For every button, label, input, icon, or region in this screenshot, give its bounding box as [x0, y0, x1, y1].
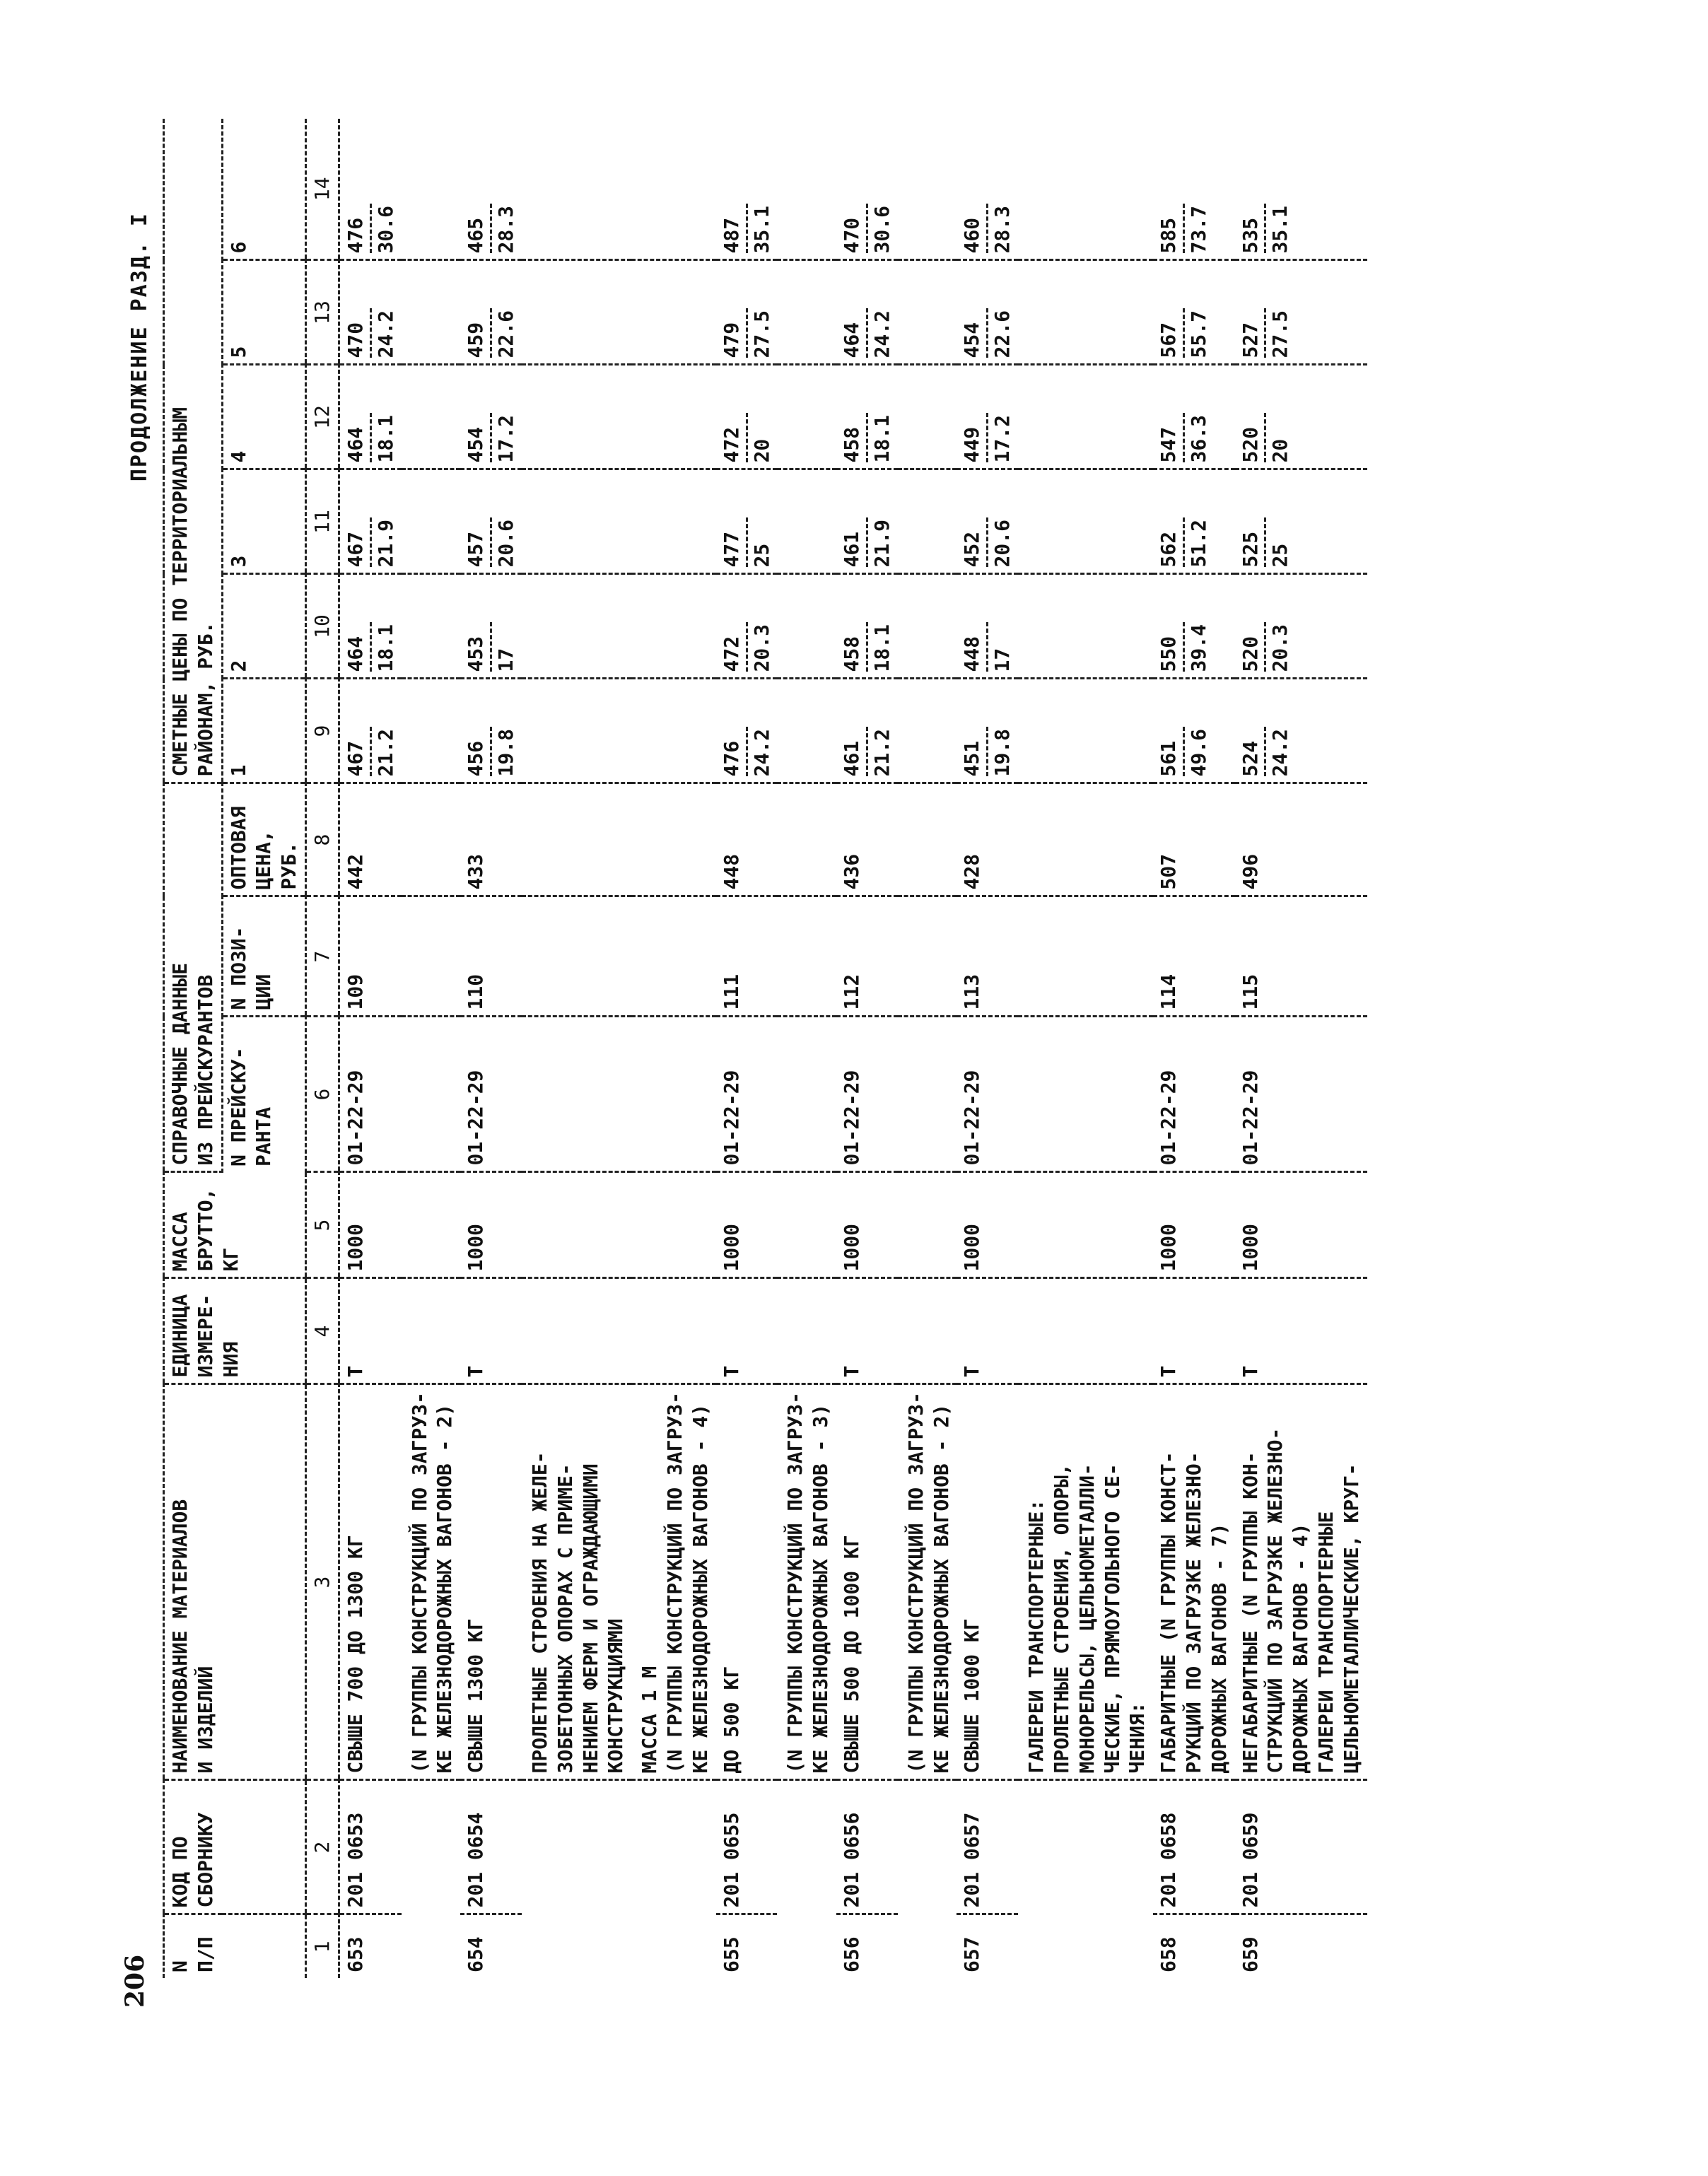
region-price-1 [957, 679, 1018, 783]
col-unit-header: ЕДИНИЦА ИЗМЕРЕ- НИЯ [164, 1278, 306, 1384]
wholesale-price: 448 [716, 783, 778, 896]
price-fraction [839, 623, 895, 672]
transport-cost: 19.8 [990, 729, 1014, 777]
column-number: 14 [306, 119, 339, 260]
transport-cost: 27.5 [1268, 310, 1292, 358]
estimate-price: 458 [839, 414, 868, 463]
estimate-price: 547 [1156, 414, 1185, 463]
estimate-price: 520 [1238, 414, 1267, 463]
region-price-5 [957, 260, 1018, 365]
transport-cost: 21.2 [373, 729, 397, 777]
transport-cost: 24.2 [373, 310, 397, 358]
unit-of-measure: Т [339, 1278, 401, 1384]
region-price-2 [716, 574, 778, 679]
table-row [716, 119, 778, 1978]
col-code-header: КОД ПО СБОРНИКУ [164, 1780, 306, 1914]
catalog-code: 201 0655 [716, 1780, 778, 1914]
material-name: СВЫШЕ 500 ДО 1000 КГ [836, 1384, 898, 1780]
catalog-code: 201 0659 [1235, 1780, 1367, 1914]
section-continuation-header: ПРОДОЛЖЕНИЕ РАЗД. I [127, 212, 152, 482]
catalog-code: 201 0653 [339, 1780, 401, 1914]
price-fraction [463, 518, 519, 568]
unit-of-measure: Т [716, 1278, 778, 1384]
transport-cost: 25 [1268, 543, 1292, 568]
price-fraction [719, 309, 775, 358]
price-fraction [719, 727, 775, 777]
transport-cost: 18.1 [373, 624, 397, 672]
unit-of-measure: Т [460, 1278, 522, 1384]
region-price-1 [339, 679, 401, 783]
price-fraction [839, 518, 895, 568]
region-price-4 [957, 365, 1018, 469]
col-position-header: N ПОЗИ- ЦИИ [222, 896, 305, 1017]
region-price-1 [716, 679, 778, 783]
estimate-price: 470 [839, 204, 868, 254]
region-price-1 [1153, 679, 1234, 783]
price-fraction [463, 623, 519, 672]
catalog-code: 201 0658 [1153, 1780, 1234, 1914]
estimate-price: 454 [463, 414, 492, 463]
col-region-3-header: 3 [222, 469, 305, 574]
group-note-row [777, 119, 836, 1978]
estimate-price: 479 [719, 309, 748, 358]
material-name: НЕГАБАРИТНЫЕ (N ГРУППЫ КОН- СТРУКЦИЙ ПО ЗАГРУЗКЕ ЖЕЛЕЗНО- ДОРОЖНЫХ ВАГОНОВ - 4) ГАЛЕРЕИ ТРАНСПОРТЕРНЫЕ ЦЕЛЬНОМЕТАЛЛИЧЕСКИЕ, КРУГ- [1235, 1384, 1367, 1780]
material-name: ДО 500 КГ [716, 1384, 778, 1780]
transport-cost: 51.2 [1186, 520, 1210, 568]
position-number: 115 [1235, 896, 1367, 1017]
col-reference-group-header: СПРАВОЧНЫЕ ДАННЫЕ ИЗ ПРЕЙСКУРАНТОВ [164, 783, 223, 1172]
group-note-row [898, 119, 957, 1978]
estimate-price: 464 [343, 623, 372, 672]
estimate-price: 459 [463, 309, 492, 358]
row-number: 654 [464, 1936, 488, 1972]
price-fraction [1238, 727, 1294, 777]
transport-cost: 21.9 [373, 520, 397, 568]
transport-cost: 36.3 [1186, 415, 1210, 463]
region-price-5 [716, 260, 778, 365]
column-number: 1 [306, 1914, 339, 1978]
region-price-2 [339, 574, 401, 679]
region-price-4 [339, 365, 401, 469]
estimate-price: 561 [1156, 727, 1185, 777]
transport-cost: 35.1 [749, 206, 773, 254]
transport-cost: 21.9 [870, 520, 894, 568]
transport-cost: 25 [749, 543, 773, 568]
estimate-price: 467 [343, 727, 372, 777]
col-region-4-header: 4 [222, 365, 305, 469]
transport-cost: 17.2 [494, 415, 518, 463]
col-region-5-header: 5 [222, 260, 305, 365]
group-note: (N ГРУППЫ КОНСТРУКЦИЙ ПО ЗАГРУЗ- КЕ ЖЕЛЕЗНОДОРОЖНЫХ ВАГОНОВ - 2) [402, 1384, 461, 1780]
estimate-price: 525 [1238, 518, 1267, 568]
gross-mass: 1000 [1153, 1172, 1234, 1278]
col-mass-header: МАССА БРУТТО, КГ [164, 1172, 306, 1278]
region-price-1 [836, 679, 898, 783]
row-number: 656 [840, 1936, 864, 1972]
region-price-3 [1235, 469, 1367, 574]
estimate-price: 467 [343, 518, 372, 568]
price-fraction [1156, 727, 1212, 777]
estimate-price: 487 [719, 204, 748, 254]
price-fraction [343, 727, 399, 777]
estimate-price: 477 [719, 518, 748, 568]
price-fraction [719, 414, 775, 463]
estimate-price: 527 [1238, 309, 1267, 358]
transport-cost: 49.6 [1186, 729, 1210, 777]
gross-mass: 1000 [836, 1172, 898, 1278]
transport-cost: 24.2 [1268, 729, 1292, 777]
region-price-4 [1235, 365, 1367, 469]
estimate-price: 585 [1156, 204, 1185, 254]
column-number: 10 [306, 574, 339, 679]
price-fraction [1238, 518, 1294, 568]
position-number: 114 [1153, 896, 1234, 1017]
position-number: 111 [716, 896, 778, 1017]
pricelist-number: 01-22-29 [1153, 1017, 1234, 1172]
transport-cost: 24.2 [749, 729, 773, 777]
price-fraction [1156, 518, 1212, 568]
page-number: 206 [120, 1954, 150, 2008]
transport-cost: 17 [990, 648, 1014, 672]
price-fraction [839, 204, 895, 254]
price-fraction [719, 623, 775, 672]
estimate-price: 451 [959, 727, 988, 777]
price-fraction [839, 727, 895, 777]
region-price-6 [1235, 119, 1367, 260]
region-price-3 [460, 469, 522, 574]
price-fraction [1156, 204, 1212, 254]
price-fraction [1238, 623, 1294, 672]
transport-cost: 21.2 [870, 729, 894, 777]
position-number: 112 [836, 896, 898, 1017]
gross-mass: 1000 [460, 1172, 522, 1278]
price-fraction [959, 623, 1015, 672]
price-fraction [1238, 309, 1294, 358]
region-price-4 [460, 365, 522, 469]
catalog-code: 201 0657 [957, 1780, 1018, 1914]
region-price-3 [836, 469, 898, 574]
position-number: 109 [339, 896, 401, 1017]
column-number: 5 [306, 1172, 339, 1278]
transport-cost: 30.6 [373, 206, 397, 254]
price-fraction [343, 414, 399, 463]
pricelist-number: 01-22-29 [1235, 1017, 1367, 1172]
column-number: 3 [306, 1384, 339, 1780]
wholesale-price: 433 [460, 783, 522, 896]
region-price-5 [1153, 260, 1234, 365]
price-fraction [839, 414, 895, 463]
region-price-6 [339, 119, 401, 260]
wholesale-price: 442 [339, 783, 401, 896]
transport-cost: 19.8 [494, 729, 518, 777]
estimate-price: 454 [959, 309, 988, 358]
pricelist-number: 01-22-29 [339, 1017, 401, 1172]
price-fraction [1156, 414, 1212, 463]
price-fraction [343, 518, 399, 568]
price-fraction [463, 414, 519, 463]
catalog-code: 201 0656 [836, 1780, 898, 1914]
table-row [957, 119, 1018, 1978]
estimate-price: 458 [839, 623, 868, 672]
estimate-price: 476 [343, 204, 372, 254]
row-number: 655 [719, 1936, 743, 1972]
position-number: 113 [957, 896, 1018, 1017]
price-fraction [343, 309, 399, 358]
gross-mass: 1000 [716, 1172, 778, 1278]
price-fraction [959, 414, 1015, 463]
transport-cost: 35.1 [1268, 206, 1292, 254]
region-price-1 [1235, 679, 1367, 783]
col-region-6-header: 6 [222, 119, 305, 260]
gross-mass: 1000 [1235, 1172, 1367, 1278]
region-price-6 [460, 119, 522, 260]
row-number: 659 [1238, 1936, 1262, 1972]
price-fraction [1156, 309, 1212, 358]
col-wholesale-header: ОПТОВАЯ ЦЕНА, РУБ. [222, 783, 305, 896]
transport-cost: 27.5 [749, 310, 773, 358]
column-number-row [306, 119, 339, 1978]
estimate-price: 567 [1156, 309, 1185, 358]
price-fraction [1238, 204, 1294, 254]
wholesale-price: 436 [836, 783, 898, 896]
estimate-price: 562 [1156, 518, 1185, 568]
table-row [1153, 119, 1234, 1978]
group-note-row [1018, 119, 1153, 1978]
table-row [339, 119, 401, 1978]
transport-cost: 18.1 [373, 415, 397, 463]
unit-of-measure: Т [957, 1278, 1018, 1384]
estimate-price: 524 [1238, 727, 1267, 777]
column-number: 8 [306, 783, 339, 896]
transport-cost: 17 [494, 648, 518, 672]
column-number: 4 [306, 1278, 339, 1384]
region-price-3 [1153, 469, 1234, 574]
material-name: СВЫШЕ 1000 КГ [957, 1384, 1018, 1780]
region-price-2 [1153, 574, 1234, 679]
estimate-price: 464 [343, 414, 372, 463]
estimate-price: 456 [463, 727, 492, 777]
estimate-price: 453 [463, 623, 492, 672]
estimate-price: 550 [1156, 623, 1185, 672]
column-number: 13 [306, 260, 339, 365]
region-price-1 [460, 679, 522, 783]
transport-cost: 20 [1268, 438, 1292, 463]
table-row [836, 119, 898, 1978]
estimate-price: 448 [959, 623, 988, 672]
col-pricelist-header: N ПРЕЙСКУ- РАНТА [222, 1017, 305, 1172]
col-name-header: НАИМЕНОВАНИЕ МАТЕРИАЛОВ И ИЗДЕЛИЙ [164, 1384, 306, 1780]
price-fraction [343, 204, 399, 254]
region-price-2 [1235, 574, 1367, 679]
catalog-code: 201 0654 [460, 1780, 522, 1914]
table-row [1235, 119, 1367, 1978]
region-price-3 [339, 469, 401, 574]
wholesale-price: 507 [1153, 783, 1234, 896]
transport-cost: 73.7 [1186, 206, 1210, 254]
transport-cost: 18.1 [870, 624, 894, 672]
col-region-2-header: 2 [222, 574, 305, 679]
transport-cost: 55.7 [1186, 310, 1210, 358]
position-number: 110 [460, 896, 522, 1017]
region-price-4 [1153, 365, 1234, 469]
price-fraction [959, 309, 1015, 358]
region-price-5 [339, 260, 401, 365]
price-fraction [343, 623, 399, 672]
table-body [339, 119, 1367, 1978]
column-number: 11 [306, 469, 339, 574]
region-price-5 [460, 260, 522, 365]
transport-cost: 39.4 [1186, 624, 1210, 672]
unit-of-measure: Т [1235, 1278, 1367, 1384]
region-price-5 [1235, 260, 1367, 365]
price-table [163, 119, 1367, 1978]
price-fraction [463, 204, 519, 254]
region-price-2 [957, 574, 1018, 679]
transport-cost: 17.2 [990, 415, 1014, 463]
column-number: 2 [306, 1780, 339, 1914]
price-fraction [463, 309, 519, 358]
price-fraction [839, 309, 895, 358]
region-price-6 [957, 119, 1018, 260]
transport-cost: 30.6 [870, 206, 894, 254]
group-note-row [522, 119, 631, 1978]
transport-cost: 20.6 [990, 520, 1014, 568]
row-number: 658 [1157, 1936, 1181, 1972]
pricelist-number: 01-22-29 [716, 1017, 778, 1172]
gross-mass: 1000 [339, 1172, 401, 1278]
estimate-price: 452 [959, 518, 988, 568]
price-fraction [719, 204, 775, 254]
transport-cost: 20.3 [749, 624, 773, 672]
estimate-price: 472 [719, 623, 748, 672]
estimate-price: 535 [1238, 204, 1267, 254]
transport-cost: 24.2 [870, 310, 894, 358]
pricelist-number: 01-22-29 [836, 1017, 898, 1172]
price-fraction [959, 204, 1015, 254]
transport-cost: 22.6 [494, 310, 518, 358]
group-note: ПРОЛЕТНЫЕ СТРОЕНИЯ НА ЖЕЛЕ- ЗОБЕТОННЫХ ОПОРАХ С ПРИМЕ- НЕНИЕМ ФЕРМ И ОГРАЖДАЮЩИМИ КОНСТРУКЦИЯМИ [522, 1384, 631, 1780]
material-name: СВЫШЕ 700 ДО 1300 КГ [339, 1384, 401, 1780]
transport-cost: 28.3 [990, 206, 1014, 254]
estimate-price: 461 [839, 727, 868, 777]
price-fraction [719, 518, 775, 568]
transport-cost: 28.3 [494, 206, 518, 254]
row-number: 657 [960, 1936, 984, 1972]
estimate-price: 461 [839, 518, 868, 568]
region-price-5 [836, 260, 898, 365]
transport-cost: 22.6 [990, 310, 1014, 358]
estimate-price: 449 [959, 414, 988, 463]
price-fraction [1156, 623, 1212, 672]
transport-cost: 20.6 [494, 520, 518, 568]
estimate-price: 465 [463, 204, 492, 254]
group-note-row [631, 119, 715, 1978]
estimate-price: 457 [463, 518, 492, 568]
region-price-2 [836, 574, 898, 679]
estimate-price: 464 [839, 309, 868, 358]
col-regions-group-header: СМЕТНЫЕ ЦЕНЫ ПО ТЕРРИТОРИАЛЬНЫМ РАЙОНАМ, РУБ. [164, 119, 223, 783]
pricelist-number: 01-22-29 [460, 1017, 522, 1172]
region-price-4 [836, 365, 898, 469]
col-region-1-header: 1 [222, 679, 305, 783]
region-price-6 [716, 119, 778, 260]
price-fraction [959, 518, 1015, 568]
region-price-6 [836, 119, 898, 260]
column-number: 6 [306, 1017, 339, 1172]
region-price-6 [1153, 119, 1234, 260]
price-fraction [463, 727, 519, 777]
gross-mass: 1000 [957, 1172, 1018, 1278]
wholesale-price: 496 [1235, 783, 1367, 896]
region-price-3 [957, 469, 1018, 574]
column-number: 7 [306, 896, 339, 1017]
estimate-price: 476 [719, 727, 748, 777]
table-row [460, 119, 522, 1978]
transport-cost: 20.3 [1268, 624, 1292, 672]
region-price-4 [716, 365, 778, 469]
region-price-3 [716, 469, 778, 574]
estimate-price: 472 [719, 414, 748, 463]
wholesale-price: 428 [957, 783, 1018, 896]
price-fraction [959, 727, 1015, 777]
unit-of-measure: Т [836, 1278, 898, 1384]
transport-cost: 18.1 [870, 415, 894, 463]
region-price-2 [460, 574, 522, 679]
estimate-price: 520 [1238, 623, 1267, 672]
pricelist-number: 01-22-29 [957, 1017, 1018, 1172]
group-note: ГАЛЕРЕИ ТРАНСПОРТЕРНЫЕ: ПРОЛЕТНЫЕ СТРОЕНИЯ, ОПОРЫ, МОНОРЕЛЬСЫ, ЦЕЛЬНОМЕТАЛЛИ- ЧЕСКИЕ, ПРЯМОУГОЛЬНОГО СЕ- ЧЕНИЯ: [1018, 1384, 1153, 1780]
estimate-price: 460 [959, 204, 988, 254]
unit-of-measure: Т [1153, 1278, 1234, 1384]
transport-cost: 20 [749, 438, 773, 463]
material-name: СВЫШЕ 1300 КГ [460, 1384, 522, 1780]
group-note: (N ГРУППЫ КОНСТРУКЦИЙ ПО ЗАГРУЗ- КЕ ЖЕЛЕЗНОДОРОЖНЫХ ВАГОНОВ - 3) [777, 1384, 836, 1780]
material-name: ГАБАРИТНЫЕ (N ГРУППЫ КОНСТ- РУКЦИЙ ПО ЗАГРУЗКЕ ЖЕЛЕЗНО- ДОРОЖНЫХ ВАГОНОВ - 7) [1153, 1384, 1234, 1780]
group-note: (N ГРУППЫ КОНСТРУКЦИЙ ПО ЗАГРУЗ- КЕ ЖЕЛЕЗНОДОРОЖНЫХ ВАГОНОВ - 2) [898, 1384, 957, 1780]
group-note: МАССА 1 М (N ГРУППЫ КОНСТРУКЦИЙ ПО ЗАГРУЗ- КЕ ЖЕЛЕЗНОДОРОЖНЫХ ВАГОНОВ - 4) [631, 1384, 715, 1780]
group-note-row [402, 119, 461, 1978]
estimate-price: 470 [343, 309, 372, 358]
row-number: 653 [343, 1936, 367, 1972]
column-number: 12 [306, 365, 339, 469]
column-number: 9 [306, 679, 339, 783]
price-fraction [1238, 414, 1294, 463]
col-np-header: N П/П [164, 1914, 306, 1978]
